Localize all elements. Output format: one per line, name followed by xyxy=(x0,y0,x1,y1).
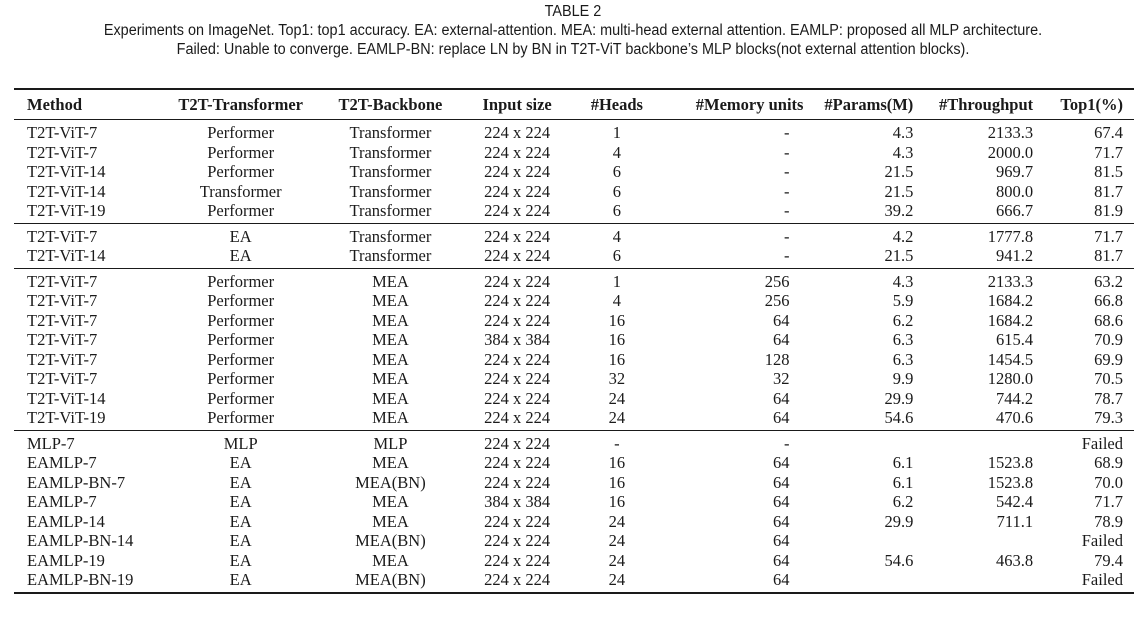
cell-throughput: 1684.2 xyxy=(987,310,1034,330)
cell-memory-units: 64 xyxy=(772,511,790,531)
cell-heads: 24 xyxy=(608,408,626,427)
cell-params: 6.2 xyxy=(892,492,914,511)
cell-t2t-transformer: EA xyxy=(229,472,252,492)
cell-memory-units: 64 xyxy=(772,310,790,330)
cell-t2t-backbone: Transformer xyxy=(349,123,432,142)
cell-throughput: 470.6 xyxy=(996,408,1034,427)
cell-params: 29.9 xyxy=(884,511,914,531)
cell-t2t-transformer: MLP xyxy=(223,433,258,453)
cell-method: EAMLP-BN-7 xyxy=(27,472,126,492)
cell-throughput: 2000.0 xyxy=(987,142,1034,162)
cell-throughput: 744.2 xyxy=(996,388,1034,408)
table-row xyxy=(14,492,1134,512)
cell-params: 21.5 xyxy=(884,246,914,265)
header-throughput: #Throughput xyxy=(938,95,1034,114)
cell-method: T2T-ViT-7 xyxy=(27,271,98,291)
table-row xyxy=(14,201,1134,223)
table-caption xyxy=(40,2,1106,59)
cell-input-size: 224 x 224 xyxy=(484,453,551,472)
cell-top1: Failed xyxy=(1081,570,1123,589)
cell-input-size: 224 x 224 xyxy=(484,271,551,291)
cell-top1: 71.7 xyxy=(1094,492,1123,511)
cell-params: 6.3 xyxy=(892,330,914,349)
cell-throughput xyxy=(913,430,1033,453)
cell-t2t-transformer: Performer xyxy=(207,408,275,427)
cell-t2t-transformer: Performer xyxy=(207,162,275,181)
section-ea xyxy=(14,223,1134,268)
section-eamlp xyxy=(14,430,1134,593)
cell-memory-units: 64 xyxy=(772,492,790,511)
cell-input-size: 384 x 384 xyxy=(484,330,551,349)
cell-method: T2T-ViT-7 xyxy=(27,142,98,162)
cell-throughput: 711.1 xyxy=(996,511,1034,531)
cell-t2t-transformer: Performer xyxy=(207,291,275,310)
header-row xyxy=(14,89,1134,120)
cell-params: 54.6 xyxy=(884,408,914,427)
cell-t2t-transformer: EA xyxy=(229,570,252,589)
cell-method: T2T-ViT-7 xyxy=(27,123,98,142)
cell-heads: 1 xyxy=(612,123,621,142)
cell-input-size: 224 x 224 xyxy=(484,142,551,162)
cell-t2t-transformer: Performer xyxy=(207,330,275,349)
cell-memory-units: 32 xyxy=(772,369,790,388)
cell-t2t-backbone: MEA xyxy=(372,349,409,369)
cell-throughput: 800.0 xyxy=(996,181,1034,201)
cell-top1: 71.7 xyxy=(1094,142,1123,162)
cell-method: T2T-ViT-7 xyxy=(27,310,98,330)
caption-line-2: Failed: Unable to converge. EAMLP-BN: replace LN by BN in T2T-ViT backbone’s MLP blocks(not external attention blocks). xyxy=(176,41,970,58)
cell-input-size: 224 x 224 xyxy=(484,570,551,589)
cell-heads: 6 xyxy=(612,181,621,201)
cell-params: 54.6 xyxy=(884,550,914,570)
cell-t2t-backbone: MEA xyxy=(372,330,409,349)
cell-method: T2T-ViT-14 xyxy=(27,388,106,408)
cell-memory-units: - xyxy=(783,181,790,201)
cell-throughput: 1523.8 xyxy=(987,453,1034,472)
cell-top1: 71.7 xyxy=(1094,226,1123,246)
cell-heads: - xyxy=(614,433,620,453)
cell-method: EAMLP-BN-14 xyxy=(27,531,134,550)
cell-heads: 24 xyxy=(608,531,626,550)
cell-method: T2T-ViT-7 xyxy=(27,226,98,246)
cell-throughput xyxy=(913,531,1033,551)
cell-top1: 79.3 xyxy=(1094,408,1123,427)
cell-t2t-transformer: Performer xyxy=(207,271,275,291)
header-input-size: Input size xyxy=(482,95,552,114)
cell-method: T2T-ViT-7 xyxy=(27,349,98,369)
cell-top1: Failed xyxy=(1081,531,1123,550)
table-row xyxy=(14,408,1134,430)
cell-top1: Failed xyxy=(1081,433,1123,453)
cell-method: EAMLP-19 xyxy=(27,550,105,570)
cell-top1: 81.7 xyxy=(1094,246,1123,265)
table-row xyxy=(14,291,1134,311)
header-top1: Top1(%) xyxy=(1060,95,1123,114)
cell-top1: 70.5 xyxy=(1094,369,1123,388)
cell-memory-units: 64 xyxy=(772,550,790,570)
table-row xyxy=(14,531,1134,551)
cell-memory-units: 64 xyxy=(772,408,790,427)
table-row xyxy=(14,512,1134,532)
table-row xyxy=(14,311,1134,331)
cell-top1: 67.4 xyxy=(1094,123,1123,142)
cell-input-size: 224 x 224 xyxy=(484,472,551,492)
cell-params: 6.1 xyxy=(892,472,914,492)
cell-t2t-transformer: Performer xyxy=(207,349,275,369)
cell-heads: 4 xyxy=(612,226,621,246)
cell-memory-units: 128 xyxy=(764,349,790,369)
cell-input-size: 224 x 224 xyxy=(484,310,551,330)
cell-input-size: 224 x 224 xyxy=(484,349,551,369)
cell-heads: 16 xyxy=(608,472,626,492)
cell-top1: 79.4 xyxy=(1094,550,1123,570)
cell-params: 5.9 xyxy=(892,291,914,310)
table-row xyxy=(14,350,1134,370)
cell-throughput: 2133.3 xyxy=(987,123,1034,142)
table-row xyxy=(14,473,1134,493)
cell-t2t-backbone: MEA xyxy=(372,291,409,310)
cell-t2t-backbone: Transformer xyxy=(349,142,432,162)
cell-heads: 16 xyxy=(608,330,626,349)
cell-top1: 78.9 xyxy=(1094,511,1123,531)
cell-method: EAMLP-BN-19 xyxy=(27,570,134,589)
cell-method: T2T-ViT-14 xyxy=(27,162,106,181)
results-table xyxy=(14,88,1134,594)
cell-method: T2T-ViT-7 xyxy=(27,369,98,388)
cell-throughput: 941.2 xyxy=(996,246,1034,265)
table-row xyxy=(14,430,1134,453)
cell-method: T2T-ViT-14 xyxy=(27,181,106,201)
cell-throughput: 1684.2 xyxy=(987,291,1034,310)
cell-heads: 24 xyxy=(608,388,626,408)
cell-heads: 16 xyxy=(608,453,626,472)
cell-t2t-backbone: MEA xyxy=(372,271,409,291)
table-row xyxy=(14,182,1134,202)
cell-params: 29.9 xyxy=(884,388,914,408)
cell-throughput: 463.8 xyxy=(996,550,1034,570)
cell-params: 4.3 xyxy=(892,123,914,142)
cell-params: 4.2 xyxy=(892,226,914,246)
cell-input-size: 224 x 224 xyxy=(484,181,551,201)
table-row xyxy=(14,120,1134,143)
cell-t2t-backbone: MEA(BN) xyxy=(355,472,426,492)
cell-method: T2T-ViT-7 xyxy=(27,291,98,310)
cell-input-size: 224 x 224 xyxy=(484,162,551,181)
cell-params xyxy=(803,531,913,551)
cell-input-size: 224 x 224 xyxy=(484,408,551,427)
cell-input-size: 224 x 224 xyxy=(484,433,551,453)
cell-t2t-backbone: MEA xyxy=(372,453,409,472)
cell-memory-units: 256 xyxy=(764,291,790,310)
cell-method: T2T-ViT-14 xyxy=(27,246,106,265)
cell-t2t-transformer: EA xyxy=(229,246,252,265)
cell-params xyxy=(803,430,913,453)
cell-params: 6.2 xyxy=(892,310,914,330)
cell-t2t-backbone: Transformer xyxy=(349,181,432,201)
cell-heads: 4 xyxy=(612,291,621,310)
header-params: #Params(M) xyxy=(824,95,914,114)
header-memory-units: #Memory units xyxy=(695,95,804,114)
cell-t2t-backbone: Transformer xyxy=(349,162,432,181)
cell-input-size: 224 x 224 xyxy=(484,226,551,246)
cell-top1: 70.9 xyxy=(1094,330,1123,349)
header-heads: #Heads xyxy=(590,95,643,114)
table-header xyxy=(14,89,1134,120)
cell-params: 6.3 xyxy=(892,349,914,369)
section-mea xyxy=(14,268,1134,430)
cell-t2t-backbone: MEA xyxy=(372,550,409,570)
cell-top1: 68.9 xyxy=(1094,453,1123,472)
table-row xyxy=(14,570,1134,593)
cell-t2t-backbone: MEA(BN) xyxy=(355,531,426,550)
cell-t2t-transformer: EA xyxy=(229,550,252,570)
cell-memory-units: - xyxy=(783,123,790,142)
cell-memory-units: - xyxy=(783,201,790,220)
cell-heads: 16 xyxy=(608,310,626,330)
cell-heads: 24 xyxy=(608,570,626,589)
cell-heads: 16 xyxy=(608,349,626,369)
cell-heads: 4 xyxy=(612,142,621,162)
cell-t2t-transformer: Performer xyxy=(207,369,275,388)
cell-top1: 78.7 xyxy=(1094,388,1123,408)
cell-t2t-transformer: Transformer xyxy=(199,181,282,201)
cell-t2t-backbone: MEA xyxy=(372,388,409,408)
cell-params: 21.5 xyxy=(884,162,914,181)
cell-memory-units: 64 xyxy=(772,531,790,550)
cell-params: 21.5 xyxy=(884,181,914,201)
table-row xyxy=(14,162,1134,182)
cell-top1: 63.2 xyxy=(1094,271,1123,291)
header-t2t-transformer: T2T-Transformer xyxy=(178,95,303,114)
cell-input-size: 224 x 224 xyxy=(484,201,551,220)
header-t2t-backbone: T2T-Backbone xyxy=(338,95,443,114)
table-label: TABLE 2 xyxy=(544,3,602,20)
cell-top1: 81.5 xyxy=(1094,162,1123,181)
cell-t2t-transformer: EA xyxy=(229,226,252,246)
cell-memory-units: - xyxy=(783,162,790,181)
cell-top1: 68.6 xyxy=(1094,310,1123,330)
cell-heads: 6 xyxy=(612,246,621,265)
cell-params: 39.2 xyxy=(884,201,914,220)
cell-t2t-backbone: MLP xyxy=(373,433,408,453)
cell-heads: 16 xyxy=(608,492,626,511)
cell-memory-units: - xyxy=(783,142,790,162)
cell-t2t-transformer: EA xyxy=(229,531,252,550)
cell-heads: 32 xyxy=(608,369,626,388)
cell-top1: 81.9 xyxy=(1094,201,1123,220)
cell-throughput: 1777.8 xyxy=(987,226,1034,246)
cell-throughput: 969.7 xyxy=(996,162,1034,181)
cell-t2t-backbone: Transformer xyxy=(349,246,432,265)
cell-t2t-backbone: MEA xyxy=(372,511,409,531)
cell-throughput: 1523.8 xyxy=(987,472,1034,492)
table-row xyxy=(14,369,1134,389)
cell-t2t-transformer: EA xyxy=(229,453,252,472)
cell-memory-units: 64 xyxy=(772,570,790,589)
cell-throughput: 615.4 xyxy=(996,330,1034,349)
table-row xyxy=(14,453,1134,473)
cell-input-size: 224 x 224 xyxy=(484,550,551,570)
cell-params: 4.3 xyxy=(892,271,914,291)
cell-params: 9.9 xyxy=(892,369,914,388)
cell-t2t-backbone: MEA(BN) xyxy=(355,570,426,589)
cell-memory-units: 64 xyxy=(772,453,790,472)
caption-line-1: Experiments on ImageNet. Top1: top1 accuracy. EA: external-attention. MEA: multi-head external attention. EAMLP: proposed all MLP architecture. xyxy=(103,22,1043,39)
cell-memory-units: - xyxy=(783,226,790,246)
cell-method: T2T-ViT-7 xyxy=(27,330,98,349)
cell-heads: 1 xyxy=(612,271,621,291)
cell-t2t-transformer: Performer xyxy=(207,142,275,162)
cell-input-size: 224 x 224 xyxy=(484,388,551,408)
table-row xyxy=(14,223,1134,246)
cell-top1: 70.0 xyxy=(1094,472,1123,492)
section-baseline xyxy=(14,120,1134,224)
cell-memory-units: 64 xyxy=(772,330,790,349)
cell-method: EAMLP-7 xyxy=(27,492,97,511)
table-row xyxy=(14,389,1134,409)
cell-heads: 6 xyxy=(612,201,621,220)
cell-t2t-transformer: Performer xyxy=(207,388,275,408)
cell-t2t-transformer: EA xyxy=(229,492,252,511)
cell-throughput: 542.4 xyxy=(996,492,1034,511)
cell-t2t-backbone: Transformer xyxy=(349,201,432,220)
cell-method: EAMLP-14 xyxy=(27,511,105,531)
cell-method: T2T-ViT-19 xyxy=(27,201,106,220)
table-row xyxy=(14,551,1134,571)
cell-input-size: 224 x 224 xyxy=(484,369,551,388)
cell-top1: 66.8 xyxy=(1094,291,1123,310)
cell-params xyxy=(803,570,913,593)
cell-throughput: 1280.0 xyxy=(987,369,1034,388)
cell-t2t-transformer: Performer xyxy=(207,201,275,220)
cell-t2t-backbone: Transformer xyxy=(349,226,432,246)
cell-method: EAMLP-7 xyxy=(27,453,97,472)
cell-top1: 69.9 xyxy=(1094,349,1123,369)
table-row xyxy=(14,268,1134,291)
cell-heads: 24 xyxy=(608,550,626,570)
cell-params: 4.3 xyxy=(892,142,914,162)
cell-memory-units: - xyxy=(783,246,790,265)
cell-memory-units: - xyxy=(783,433,790,453)
cell-t2t-backbone: MEA xyxy=(372,492,409,511)
cell-throughput: 1454.5 xyxy=(987,349,1034,369)
cell-memory-units: 64 xyxy=(772,388,790,408)
cell-input-size: 224 x 224 xyxy=(484,123,551,142)
cell-t2t-backbone: MEA xyxy=(372,408,409,427)
cell-t2t-transformer: EA xyxy=(229,511,252,531)
cell-memory-units: 256 xyxy=(764,271,790,291)
header-method: Method xyxy=(27,95,82,114)
cell-top1: 81.7 xyxy=(1094,181,1123,201)
cell-memory-units: 64 xyxy=(772,472,790,492)
table-row xyxy=(14,143,1134,163)
cell-heads: 24 xyxy=(608,511,626,531)
cell-input-size: 224 x 224 xyxy=(484,246,551,265)
cell-input-size: 224 x 224 xyxy=(484,511,551,531)
table-row xyxy=(14,246,1134,268)
cell-input-size: 224 x 224 xyxy=(484,531,551,550)
cell-t2t-transformer: Performer xyxy=(207,123,275,142)
cell-throughput: 666.7 xyxy=(996,201,1034,220)
cell-t2t-transformer: Performer xyxy=(207,310,275,330)
cell-throughput: 2133.3 xyxy=(987,271,1034,291)
cell-heads: 6 xyxy=(612,162,621,181)
cell-method: T2T-ViT-19 xyxy=(27,408,106,427)
cell-params: 6.1 xyxy=(892,453,914,472)
cell-method: MLP-7 xyxy=(27,433,75,453)
table-row xyxy=(14,330,1134,350)
cell-input-size: 384 x 384 xyxy=(484,492,551,511)
cell-t2t-backbone: MEA xyxy=(372,369,409,388)
cell-t2t-backbone: MEA xyxy=(372,310,409,330)
cell-input-size: 224 x 224 xyxy=(484,291,551,310)
cell-throughput xyxy=(913,570,1033,593)
